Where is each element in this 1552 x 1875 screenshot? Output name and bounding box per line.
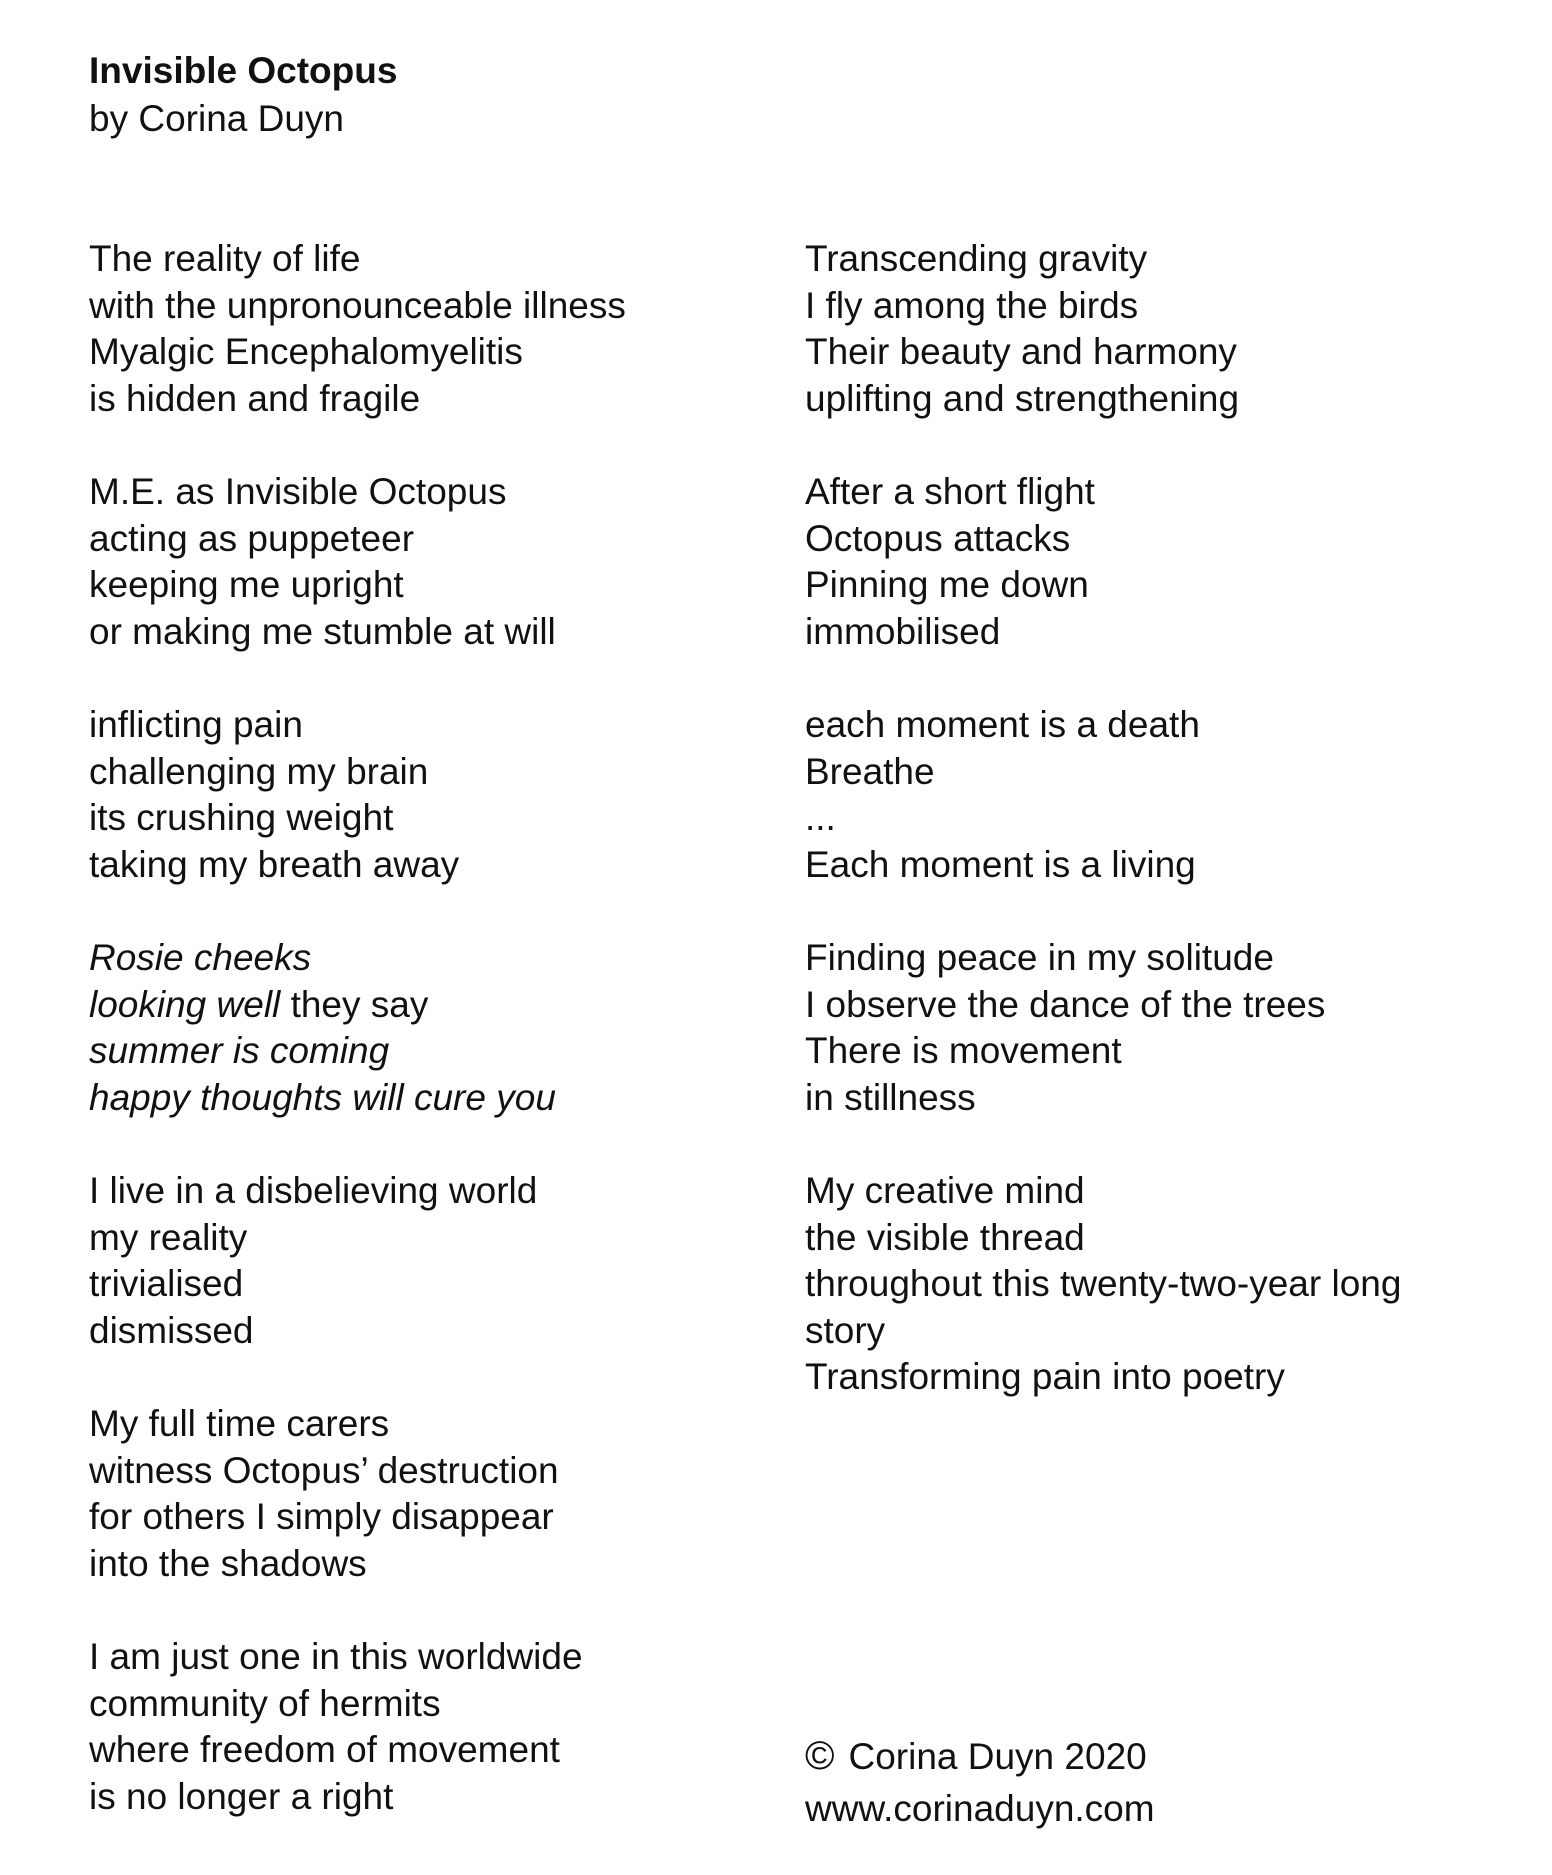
poem-line: Octopus attacks: [805, 517, 1071, 559]
poem-line: Transcending gravity: [805, 238, 1148, 279]
poem-line: its crushing weight: [89, 797, 394, 838]
poem-line: inflicting pain: [89, 704, 303, 745]
poem-line: summer is coming: [89, 1030, 390, 1071]
poem-line: Myalgic Encephalomyelitis: [89, 331, 523, 372]
poem-line: ...: [805, 797, 836, 838]
left-column: [89, 236, 626, 1867]
poem-line: immobilised: [805, 610, 1001, 652]
poem-line: Rosie cheeks: [89, 937, 312, 978]
poem-line: Transforming pain into poetry: [805, 1356, 1285, 1397]
poem-line: The reality of life: [89, 238, 361, 279]
copyright-icon: ©: [805, 1734, 835, 1778]
poem-line: throughout this twenty-two-year long: [805, 1263, 1402, 1304]
poem-line: I live in a disbelieving world: [89, 1170, 538, 1211]
plain-phrase: they say: [290, 983, 429, 1025]
right-column: [805, 236, 1401, 1448]
poem-line: M.E. as Invisible Octopus: [89, 471, 507, 512]
poem-line: is no longer a right: [89, 1775, 394, 1817]
poem-line: [89, 982, 626, 1029]
stanza-8: [805, 236, 1401, 422]
poem-line: is hidden and fragile: [89, 377, 421, 419]
poem-line: keeping me upright: [89, 564, 404, 605]
poem-line: witness Octopus’ destruction: [89, 1449, 559, 1491]
poem-line: taking my breath away: [89, 843, 460, 885]
stanza-9: [805, 469, 1401, 655]
poem-title: Invisible Octopus: [89, 50, 398, 91]
poem-line: story: [805, 1309, 886, 1351]
poem-line: or making me stumble at will: [89, 610, 556, 652]
poem-line: acting as puppeteer: [89, 517, 415, 559]
poem-line: After a short flight: [805, 471, 1095, 512]
stanza-2: [89, 469, 626, 655]
stanza-4: [89, 935, 626, 1121]
poem-line: happy thoughts will cure you: [89, 1076, 556, 1118]
italic-phrase: looking well: [89, 983, 281, 1025]
poem-line: I fly among the birds: [805, 284, 1139, 326]
poem-line: into the shadows: [89, 1542, 367, 1584]
stanza-6: [89, 1401, 626, 1587]
poem-line: I observe the dance of the trees: [805, 983, 1326, 1025]
stanza-5: [89, 1168, 626, 1354]
poem-line: each moment is a death: [805, 704, 1200, 745]
stanza-7: [89, 1634, 626, 1820]
poem-line: Their beauty and harmony: [805, 331, 1237, 372]
stanza-3: [89, 702, 626, 888]
stanza-12: [805, 1168, 1401, 1401]
poem-line: uplifting and strengthening: [805, 377, 1240, 419]
copyright-footer: [805, 1730, 1155, 1835]
poem-line: where freedom of movement: [89, 1729, 560, 1770]
poem-line: trivialised: [89, 1263, 244, 1304]
poem-line: with the unpronounceable illness: [89, 284, 626, 326]
stanza-10: [805, 702, 1401, 888]
poem-line: for others I simply disappear: [89, 1496, 554, 1537]
poem-line: challenging my brain: [89, 750, 429, 792]
poem-line: Pinning me down: [805, 564, 1089, 605]
copyright-line: [805, 1730, 1155, 1783]
copyright-text: Corina Duyn 2020: [848, 1736, 1147, 1777]
poem-line: Breathe: [805, 750, 935, 792]
poem-line: Finding peace in my solitude: [805, 937, 1274, 978]
poem-line: I am just one in this worldwide: [89, 1636, 583, 1677]
poem-line: My full time carers: [89, 1403, 390, 1444]
poem-line: There is movement: [805, 1030, 1122, 1071]
poem-line: dismissed: [89, 1309, 254, 1351]
poem-line: in stillness: [805, 1076, 976, 1118]
poem-line: My creative mind: [805, 1170, 1085, 1211]
author-byline: by Corina Duyn: [89, 98, 345, 139]
website-link: www.corinaduyn.com: [805, 1788, 1155, 1829]
poem-line: my reality: [89, 1216, 248, 1258]
stanza-1: [89, 236, 626, 422]
poem-line: the visible thread: [805, 1216, 1085, 1258]
stanza-11: [805, 935, 1401, 1121]
poem-line: community of hermits: [89, 1682, 441, 1724]
poem-line: Each moment is a living: [805, 843, 1196, 885]
